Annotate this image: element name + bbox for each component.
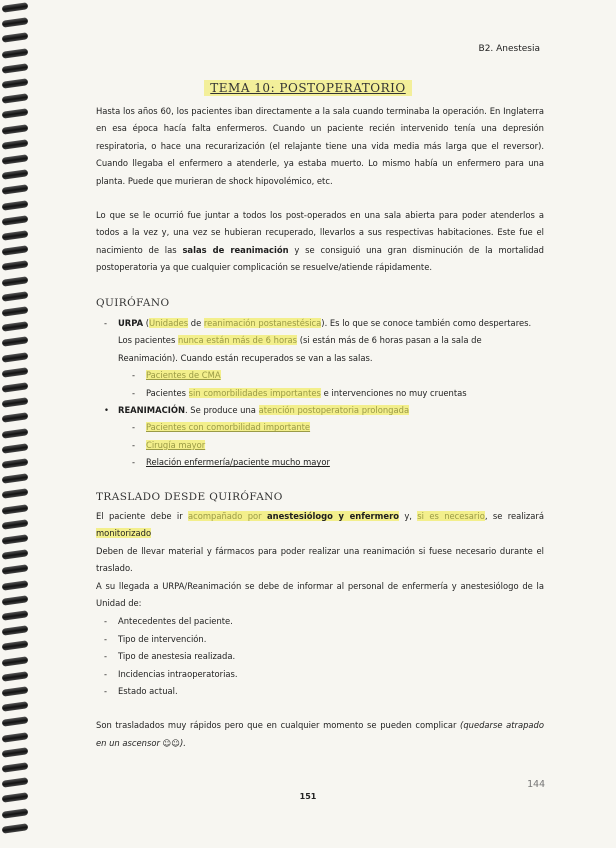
spiral-binding bbox=[0, 0, 30, 848]
reanimacion-sub-3 bbox=[96, 454, 544, 471]
spiral-coil bbox=[2, 109, 29, 120]
spiral-coil bbox=[2, 321, 29, 332]
spiral-coil bbox=[2, 656, 29, 667]
spiral-coil bbox=[2, 124, 29, 135]
spiral-coil bbox=[2, 747, 29, 758]
quirofano-heading: QUIRÓFANO bbox=[96, 297, 170, 309]
spiral-coil bbox=[2, 808, 29, 819]
spiral-coil bbox=[2, 306, 29, 317]
traslado-p1-hl2: si es necesario bbox=[417, 511, 485, 521]
list-item: - Antecedentes del paciente. bbox=[96, 613, 544, 630]
spiral-coil bbox=[2, 717, 29, 728]
spiral-coil bbox=[2, 686, 29, 697]
list-item: - Incidencias intraoperatorias. bbox=[96, 666, 544, 683]
reanimacion-sub-1-text: Pacientes con comorbilidad importante bbox=[146, 422, 311, 433]
spiral-coil bbox=[2, 261, 29, 272]
spiral-coil bbox=[2, 641, 29, 652]
traslado-p1-hl1: acompañado por bbox=[188, 511, 267, 521]
spiral-coil bbox=[2, 549, 29, 560]
reanimacion-label: REANIMACIÓN bbox=[118, 405, 185, 416]
urpa-sub2-b: e intervenciones no muy cruentas bbox=[320, 387, 467, 398]
spiral-coil bbox=[2, 276, 29, 287]
spiral-coil bbox=[2, 565, 29, 576]
traslado-paragraph-3: A su llegada a URPA/Reanimación se debe de informar al personal de enfermería y anestesiólogo de la Unidad de: bbox=[96, 580, 544, 609]
spiral-coil bbox=[2, 625, 29, 636]
urpa-item bbox=[96, 315, 544, 367]
spiral-coil bbox=[2, 413, 29, 424]
intro-p2-text-c: y se consiguió una gran disminución de la mortalidad postoperatoria ya que cualquier complicación se resuelve/atiende rápidamente. bbox=[96, 244, 544, 273]
spiral-coil bbox=[2, 701, 29, 712]
spiral-coil bbox=[2, 63, 29, 74]
urpa-sub-cma-text: Pacientes de CMA bbox=[146, 370, 221, 381]
spiral-coil bbox=[2, 337, 29, 348]
spiral-coil bbox=[2, 2, 29, 13]
urpa-unidades: Unidades bbox=[149, 318, 189, 328]
spiral-coil bbox=[2, 580, 29, 591]
spiral-coil bbox=[2, 458, 29, 469]
traslado-p1-a: El paciente debe ir bbox=[96, 511, 189, 521]
list-item: - Tipo de intervención. bbox=[96, 631, 544, 648]
traslado-paragraph-2: Deben de llevar material y fármacos para poder realizar una reanimación si fuese necesario durante el traslado. bbox=[96, 545, 544, 574]
urpa-sub-cma bbox=[96, 367, 544, 384]
spiral-coil bbox=[2, 367, 29, 378]
spiral-coil bbox=[2, 291, 29, 302]
spiral-coil bbox=[2, 185, 29, 196]
traslado-p1-d: , se realizará bbox=[484, 511, 544, 521]
urpa-text-2: (si están más de 6 horas pasan a la sala de Reanimación). Cuando están recuperados se van a las salas. bbox=[118, 335, 482, 363]
urpa-sub2-hl: sin comorbilidades importantes bbox=[188, 387, 321, 398]
reanimacion-hl: atención postoperatoria prolongada bbox=[258, 405, 410, 416]
spiral-coil bbox=[2, 504, 29, 515]
urpa-six-hours: nunca están más de 6 horas bbox=[177, 335, 298, 346]
spiral-coil bbox=[2, 352, 29, 363]
traslado-p1-b1: anestesiólogo y enfermero bbox=[266, 511, 399, 521]
page-number: 151 bbox=[299, 792, 317, 801]
spiral-coil bbox=[2, 610, 29, 621]
spiral-coil bbox=[2, 777, 29, 788]
spiral-coil bbox=[2, 671, 29, 682]
spiral-coil bbox=[2, 443, 29, 454]
page-title bbox=[0, 77, 616, 96]
list-item: - Tipo de anestesia realizada. bbox=[96, 648, 544, 665]
traslado-p1-c: y, bbox=[398, 511, 418, 521]
urpa-reanimacion: reanimación postanestésica bbox=[203, 318, 322, 328]
spiral-coil bbox=[2, 154, 29, 165]
traslado-heading: TRASLADO DESDE QUIRÓFANO bbox=[96, 491, 283, 503]
spiral-coil bbox=[2, 17, 29, 28]
quirofano-section bbox=[96, 315, 544, 472]
spiral-coil bbox=[2, 595, 29, 606]
spiral-coil bbox=[2, 397, 29, 408]
spiral-coil bbox=[2, 489, 29, 500]
page-title-text: TEMA 10: POSTOPERATORIO bbox=[204, 80, 411, 96]
spiral-coil bbox=[2, 823, 29, 834]
closing-text-b: (quedarse atrapado en un ascensor ☺☺). bbox=[96, 720, 545, 748]
traslado-paragraph-1 bbox=[96, 508, 544, 543]
urpa-sub2-a: Pacientes bbox=[146, 387, 189, 398]
spiral-coil bbox=[2, 382, 29, 393]
reanimacion-item bbox=[96, 402, 544, 419]
urpa-de: de bbox=[188, 318, 204, 328]
closing-paragraph bbox=[96, 717, 544, 752]
spiral-coil bbox=[2, 139, 29, 150]
traslado-p1-hl3: monitorizado bbox=[96, 528, 152, 539]
spiral-coil bbox=[2, 473, 29, 484]
intro-paragraph-2 bbox=[96, 207, 544, 277]
spiral-coil bbox=[2, 48, 29, 59]
urpa-text: ). Es lo que se conoce también como despertares. Los pacientes bbox=[118, 318, 532, 346]
handwritten-number: 144 bbox=[527, 779, 546, 790]
spiral-coil bbox=[2, 230, 29, 241]
reanimacion-sub-2 bbox=[96, 437, 544, 454]
urpa-sub-comorb bbox=[96, 385, 544, 402]
reanimacion-text: . Se produce una bbox=[184, 405, 259, 416]
spiral-coil bbox=[2, 762, 29, 773]
closing-text-a: Son trasladados muy rápidos pero que en cualquier momento se pueden complicar bbox=[96, 720, 461, 731]
reanimacion-sub-1 bbox=[96, 419, 544, 436]
urpa-paren: ( bbox=[143, 318, 150, 328]
spiral-coil bbox=[2, 215, 29, 226]
intro-p2-bold: salas de reanimación bbox=[182, 244, 289, 255]
spiral-coil bbox=[2, 33, 29, 44]
spiral-coil bbox=[2, 245, 29, 256]
page-header: B2. Anestesia bbox=[478, 44, 540, 54]
intro-paragraph-1: Hasta los años 60, los pacientes iban directamente a la sala cuando terminaba la operación. En Inglaterra en esa época hacía falta enfermeros. Cuando un paciente recién intervenido tenía una depresión respiratoria, o hace una recurarización (el relajante tiene una vida media más larga que el reversor). Cuando llegaba el enfermero a atenderle, ya estaba muerto. Lo mismo había un enfermero para una planta. Puede que murieran de shock hipovolémico, etc. bbox=[96, 106, 544, 186]
intro-section bbox=[96, 103, 544, 277]
spiral-coil bbox=[2, 519, 29, 530]
intro-p2-text-a: Lo que se le ocurrió fue juntar a todos los post-operados en una sala abierta para poder atenderlos a todos a la vez y, una vez se hubieran recuperado, llevarlos a sus respectivas habitaciones. Este fue el nacimiento de las bbox=[96, 210, 544, 255]
list-item: - Estado actual. bbox=[96, 683, 544, 700]
spiral-coil bbox=[2, 428, 29, 439]
spiral-coil bbox=[2, 534, 29, 545]
reanimacion-sub-3-text: Relación enfermería/paciente mucho mayor bbox=[146, 457, 330, 468]
reanimacion-sub-2-text: Cirugía mayor bbox=[146, 439, 206, 450]
urpa-label: URPA bbox=[118, 318, 144, 328]
traslado-section bbox=[96, 508, 544, 752]
spiral-coil bbox=[2, 732, 29, 743]
spiral-coil bbox=[2, 169, 29, 180]
spiral-coil bbox=[2, 200, 29, 211]
